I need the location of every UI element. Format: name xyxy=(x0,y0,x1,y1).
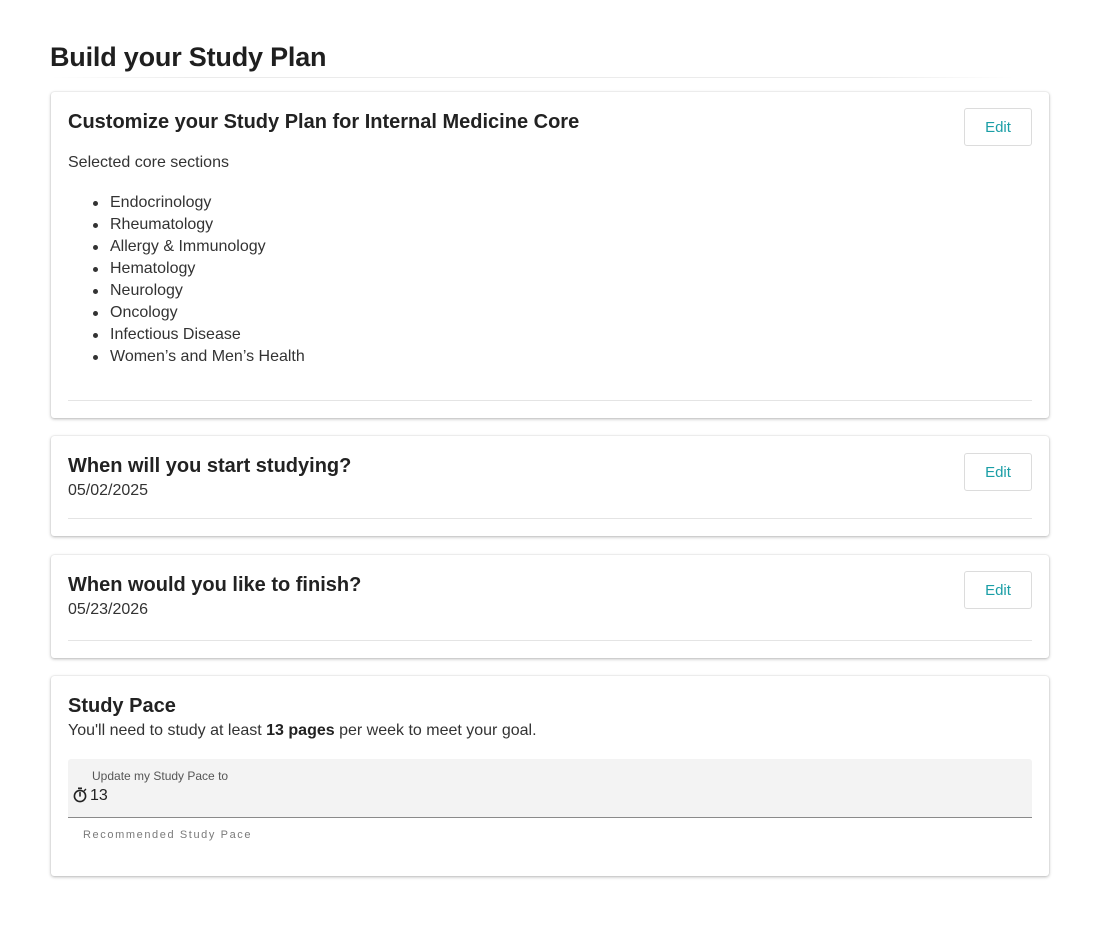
pace-summary-end: per week to meet your goal. xyxy=(334,722,537,739)
list-item: Hematology xyxy=(93,258,305,280)
core-sections-title: Customize your Study Plan for Internal Medicine Core xyxy=(68,111,580,133)
list-item: Rheumatology xyxy=(93,214,305,236)
study-pace-field-label: Update my Study Pace to xyxy=(92,769,229,783)
finish-date-value: 05/23/2026 xyxy=(68,601,149,618)
start-date-value: 05/02/2025 xyxy=(68,482,149,499)
pace-summary-start: You'll need to study at least xyxy=(68,722,267,739)
study-pace-input[interactable] xyxy=(90,785,390,807)
list-item: Women’s and Men’s Health xyxy=(93,346,305,368)
card-divider xyxy=(68,400,1032,401)
study-pace-field[interactable] xyxy=(68,759,1032,818)
list-item: Endocrinology xyxy=(93,192,305,214)
study-pace-summary xyxy=(68,722,537,740)
list-item: Infectious Disease xyxy=(93,324,305,346)
study-pace-title: Study Pace xyxy=(68,695,176,717)
finish-date-card xyxy=(51,555,1049,658)
finish-date-title: When would you like to finish? xyxy=(68,574,362,596)
edit-sections-button[interactable]: Edit xyxy=(964,108,1032,146)
start-date-title: When will you start studying? xyxy=(68,455,352,477)
core-sections-card xyxy=(51,92,1049,418)
page-title: Build your Study Plan xyxy=(50,42,327,72)
title-divider xyxy=(50,77,1015,78)
study-pace-helper-text: Recommended Study Pace xyxy=(83,829,253,841)
selected-sections-label: Selected core sections xyxy=(68,154,229,171)
start-date-card xyxy=(51,436,1049,536)
timer-icon xyxy=(73,787,87,803)
edit-start-date-button[interactable]: Edit xyxy=(964,453,1032,491)
study-pace-card xyxy=(51,676,1049,876)
selected-sections-list xyxy=(93,192,305,368)
card-divider xyxy=(68,518,1032,519)
card-divider xyxy=(68,640,1032,641)
edit-finish-date-button[interactable]: Edit xyxy=(964,571,1032,609)
list-item: Oncology xyxy=(93,302,305,324)
list-item: Neurology xyxy=(93,280,305,302)
pace-summary-amount: 13 pages xyxy=(266,722,335,739)
list-item: Allergy & Immunology xyxy=(93,236,305,258)
